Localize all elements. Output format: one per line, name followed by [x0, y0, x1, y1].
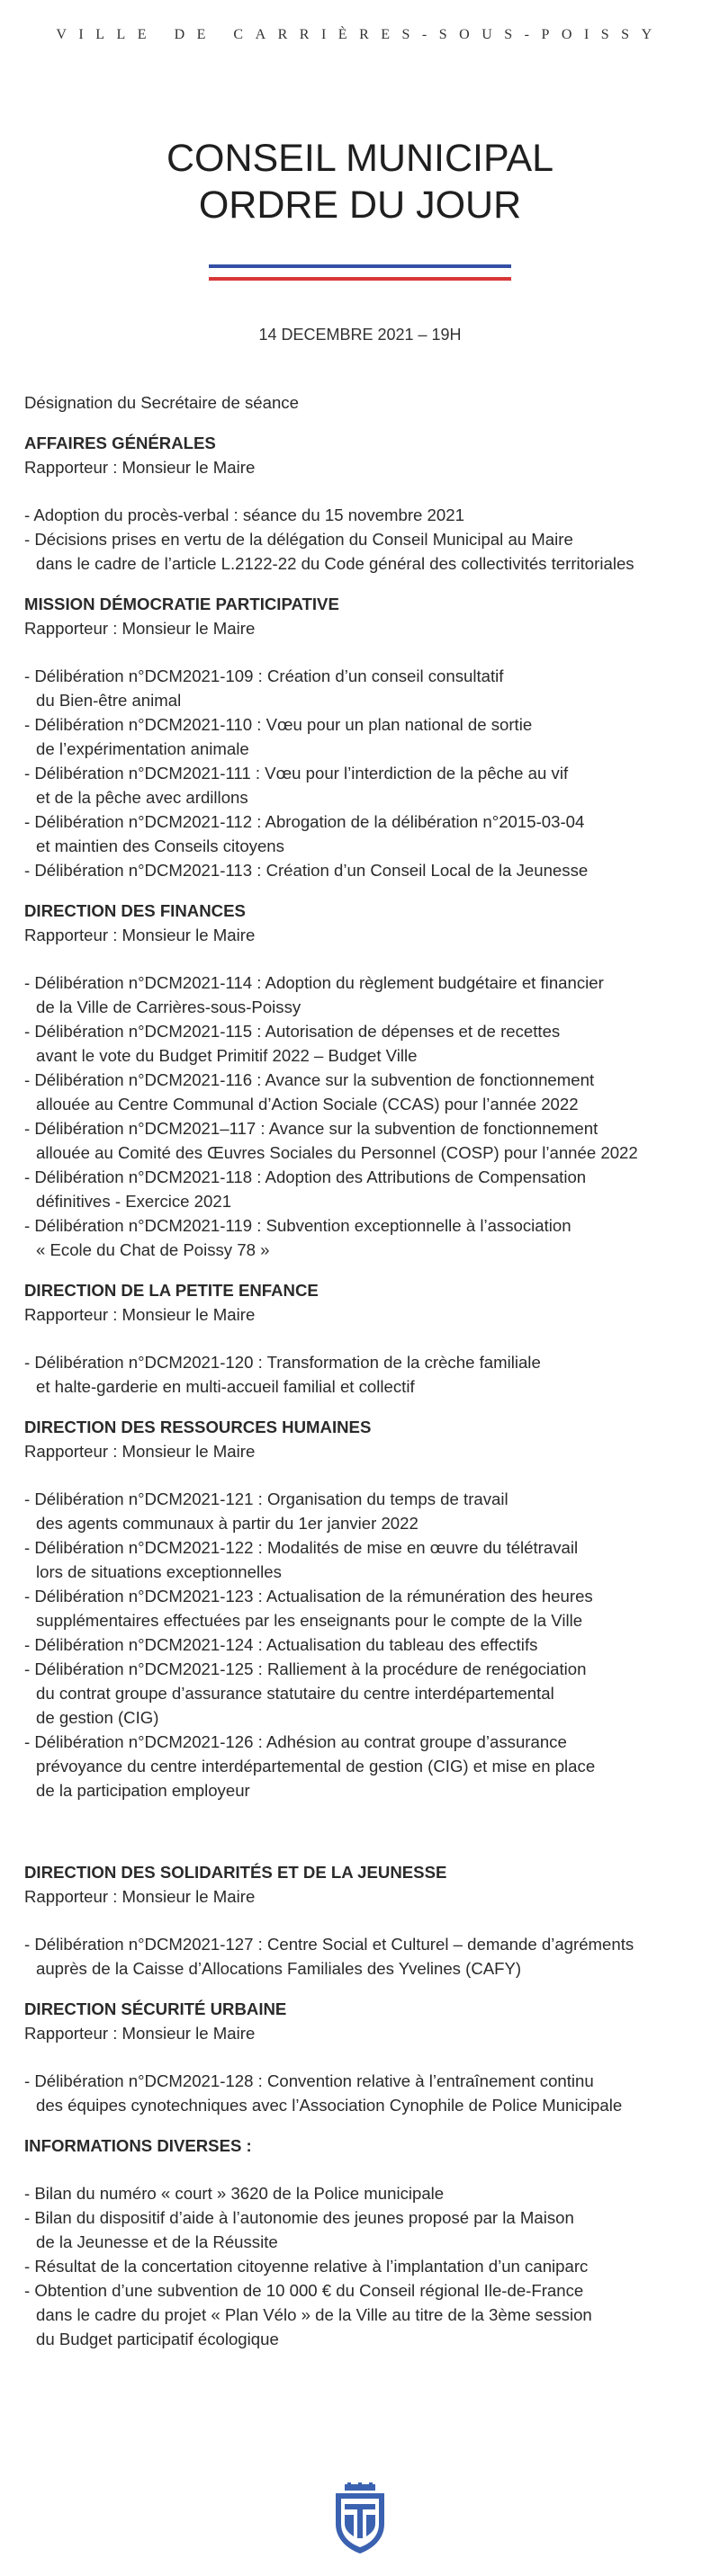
agenda-item-continuation: définitives - Exercice 2021 — [36, 1192, 232, 1211]
section-rapporteur: Rapporteur : Monsieur le Maire — [24, 1442, 256, 1461]
agenda-item — [24, 1730, 708, 1802]
agenda-item-text: - Délibération n°DCM2021-110 : Vœu pour un plan national de sortie — [24, 715, 533, 734]
agenda-item — [24, 809, 708, 858]
agenda-item-text: - Délibération n°DCM2021-124 : Actualisation du tableau des effectifs — [24, 1635, 538, 1654]
agenda-item-text: - Délibération n°DCM2021-116 : Avance sur la subvention de fonctionnement — [24, 1070, 595, 1089]
section-title: DIRECTION DES FINANCES — [24, 901, 246, 920]
agenda-item-continuation: allouée au Centre Communal d’Action Sociale (CCAS) pour l’année 2022 — [36, 1095, 579, 1114]
agenda-item — [24, 1487, 708, 1535]
agenda-section — [24, 899, 708, 1262]
agenda-item-continuation: du Bien-être animal — [36, 691, 182, 710]
agenda-item-continuation: allouée au Comité des Œuvres Sociales du Personnel (COSP) pour l’année 2022 — [36, 1143, 638, 1162]
agenda-item-continuation: de gestion (CIG) — [36, 1708, 159, 1727]
agenda-item — [24, 1116, 708, 1165]
agenda-item — [24, 1932, 708, 1981]
agenda-item — [24, 1584, 708, 1632]
agenda-item-text: - Délibération n°DCM2021-118 : Adoption des Attributions de Compensation — [24, 1167, 587, 1186]
section-spacer — [24, 1802, 708, 1844]
agenda-item-text: - Délibération n°DCM2021-120 : Transformation de la crèche familiale — [24, 1353, 541, 1372]
section-rapporteur: Rapporteur : Monsieur le Maire — [24, 619, 256, 638]
flag-red-rule — [209, 277, 511, 281]
agenda-item-continuation: dans le cadre de l’article L.2122-22 du Code général des collectivités territoriales — [36, 554, 634, 573]
agenda-section — [24, 2133, 708, 2351]
agenda-item-text: - Délibération n°DCM2021-111 : Vœu pour l’interdiction de la pêche au vif — [24, 764, 569, 783]
section-title: DIRECTION DES SOLIDARITÉS ET DE LA JEUNESSE — [24, 1863, 447, 1882]
agenda-item-text: - Délibération n°DCM2021-114 : Adoption du règlement budgétaire et financier — [24, 973, 604, 992]
agenda-item-text: - Délibération n°DCM2021-115 : Autorisation de dépenses et de recettes — [24, 1022, 561, 1041]
agenda-item-text: - Délibération n°DCM2021-126 : Adhésion au contrat groupe d’assurance — [24, 1732, 567, 1751]
agenda-item — [24, 1019, 708, 1068]
agenda-item — [24, 1068, 708, 1116]
agenda-item — [24, 2205, 708, 2254]
section-title: DIRECTION SÉCURITÉ URBAINE — [24, 1999, 287, 2018]
agenda-section — [24, 1997, 708, 2117]
agenda-item — [24, 1632, 708, 1657]
agenda-item — [24, 2254, 708, 2278]
agenda-section — [24, 1278, 708, 1399]
page-title — [0, 135, 720, 228]
agenda-item-continuation: des équipes cynotechniques avec l’Association Cynophile de Police Municipale — [36, 2096, 623, 2115]
section-title: AFFAIRES GÉNÉRALES — [24, 434, 216, 452]
agenda-item — [24, 970, 708, 1019]
agenda-item-continuation: de la Ville de Carrières-sous-Poissy — [36, 997, 302, 1016]
agenda-item-text: - Délibération n°DCM2021-121 : Organisation du temps de travail — [24, 1489, 508, 1508]
agenda-item — [24, 503, 708, 527]
agenda-item-continuation: des agents communaux à partir du 1er janvier 2022 — [36, 1514, 418, 1533]
agenda-item — [24, 1213, 708, 1262]
section-rapporteur: Rapporteur : Monsieur le Maire — [24, 1305, 256, 1324]
agenda-item-text: - Résultat de la concertation citoyenne relative à l’implantation d’un caniparc — [24, 2257, 589, 2276]
city-header: VILLE DE CARRIÈRES-SOUS-POISSY — [56, 27, 664, 42]
agenda-item-continuation: et halte-garderie en multi-accueil familial et collectif — [36, 1377, 415, 1396]
section-title: DIRECTION DES RESSOURCES HUMAINES — [24, 1418, 372, 1436]
agenda-section — [24, 431, 708, 576]
agenda-item-text: - Délibération n°DCM2021-128 : Convention relative à l’entraînement continu — [24, 2071, 594, 2090]
agenda-item-continuation: et de la pêche avec ardillons — [36, 788, 248, 807]
flag-blue-rule — [209, 264, 511, 268]
agenda-item-text: - Obtention d’une subvention de 10 000 € du Conseil régional Ile-de-France — [24, 2281, 584, 2300]
title-line-2: ORDRE DU JOUR — [198, 183, 522, 227]
agenda-item-text: - Décisions prises en vertu de la délégation du Conseil Municipal au Maire — [24, 530, 573, 549]
agenda-item-continuation: avant le vote du Budget Primitif 2022 – Budget Ville — [36, 1046, 418, 1065]
intro-line: Désignation du Secrétaire de séance — [24, 393, 299, 412]
title-line-1: CONSEIL MUNICIPAL — [166, 137, 554, 180]
agenda-item — [24, 712, 708, 761]
agenda-item — [24, 858, 708, 882]
section-rapporteur: Rapporteur : Monsieur le Maire — [24, 458, 256, 477]
agenda-item-text: - Délibération n°DCM2021-127 : Centre Social et Culturel – demande d’agréments — [24, 1935, 634, 1954]
agenda-item — [24, 1165, 708, 1213]
agenda-item-continuation: de la Jeunesse et de la Réussite — [36, 2232, 278, 2251]
agenda-item-continuation: supplémentaires effectuées par les enseignants pour le compte de la Ville — [36, 1611, 583, 1630]
agenda-item-continuation: prévoyance du centre interdépartemental de gestion (CIG) et mise en place — [36, 1757, 596, 1775]
section-rapporteur: Rapporteur : Monsieur le Maire — [24, 926, 256, 944]
agenda-item-text: - Bilan du numéro « court » 3620 de la Police municipale — [24, 2184, 445, 2203]
agenda — [24, 390, 708, 2351]
agenda-item — [24, 761, 708, 809]
agenda-item — [24, 664, 708, 712]
agenda-item — [24, 1535, 708, 1584]
section-title: INFORMATIONS DIVERSES : — [24, 2136, 252, 2155]
agenda-item-text: - Délibération n°DCM2021–117 : Avance sur la subvention de fonctionnement — [24, 1119, 598, 1138]
agenda-item-text: - Délibération n°DCM2021-112 : Abrogation de la délibération n°2015-03-04 — [24, 812, 585, 831]
agenda-item-continuation: du Budget participatif écologique — [36, 2330, 279, 2348]
agenda-item-continuation: dans le cadre du projet « Plan Vélo » de la Ville au titre de la 3ème session — [36, 2305, 592, 2324]
agenda-section — [24, 1415, 708, 1802]
agenda-item-text: - Délibération n°DCM2021-123 : Actualisation de la rémunération des heures — [24, 1587, 593, 1606]
agenda-item-continuation: du contrat groupe d’assurance statutaire du centre interdépartemental — [36, 1684, 554, 1703]
section-rapporteur: Rapporteur : Monsieur le Maire — [24, 2024, 256, 2043]
agenda-item-text: - Délibération n°DCM2021-109 : Création d’un conseil consultatif — [24, 666, 504, 685]
agenda-item — [24, 2181, 708, 2205]
agenda-item-text: - Bilan du dispositif d’aide à l’autonomie des jeunes proposé par la Maison — [24, 2208, 574, 2227]
agenda-item — [24, 2069, 708, 2117]
agenda-item-text: - Délibération n°DCM2021-122 : Modalités de mise en œuvre du télétravail — [24, 1538, 579, 1557]
agenda-section — [24, 592, 708, 882]
section-title: DIRECTION DE LA PETITE ENFANCE — [24, 1281, 319, 1300]
agenda-item-text: - Délibération n°DCM2021-119 : Subvention exceptionnelle à l’association — [24, 1216, 572, 1235]
agenda-item-continuation: lors de situations exceptionnelles — [36, 1562, 282, 1581]
agenda-item-continuation: de l’expérimentation animale — [36, 739, 249, 758]
meeting-date: 14 DECEMBRE 2021 – 19H — [258, 326, 462, 344]
agenda-item-text: - Délibération n°DCM2021-125 : Ralliement à la procédure de renégociation — [24, 1659, 587, 1678]
agenda-item-continuation: « Ecole du Chat de Poissy 78 » — [36, 1240, 270, 1259]
section-title: MISSION DÉMOCRATIE PARTICIPATIVE — [24, 595, 339, 613]
agenda-item — [24, 1350, 708, 1399]
agenda-item-continuation: et maintien des Conseils citoyens — [36, 836, 284, 855]
agenda-item — [24, 2278, 708, 2351]
agenda-item — [24, 527, 708, 576]
agenda-item-text: - Adoption du procès-verbal : séance du 15 novembre 2021 — [24, 505, 464, 524]
agenda-item-text: - Délibération n°DCM2021-113 : Création d’un Conseil Local de la Jeunesse — [24, 861, 589, 880]
agenda-item-continuation: auprès de la Caisse d’Allocations Familiales des Yvelines (CAFY) — [36, 1959, 522, 1978]
agenda-section — [24, 1860, 708, 1981]
city-crest-icon — [330, 2482, 390, 2554]
section-rapporteur: Rapporteur : Monsieur le Maire — [24, 1887, 256, 1906]
agenda-item — [24, 1657, 708, 1730]
agenda-item-continuation: de la participation employeur — [36, 1781, 250, 1800]
